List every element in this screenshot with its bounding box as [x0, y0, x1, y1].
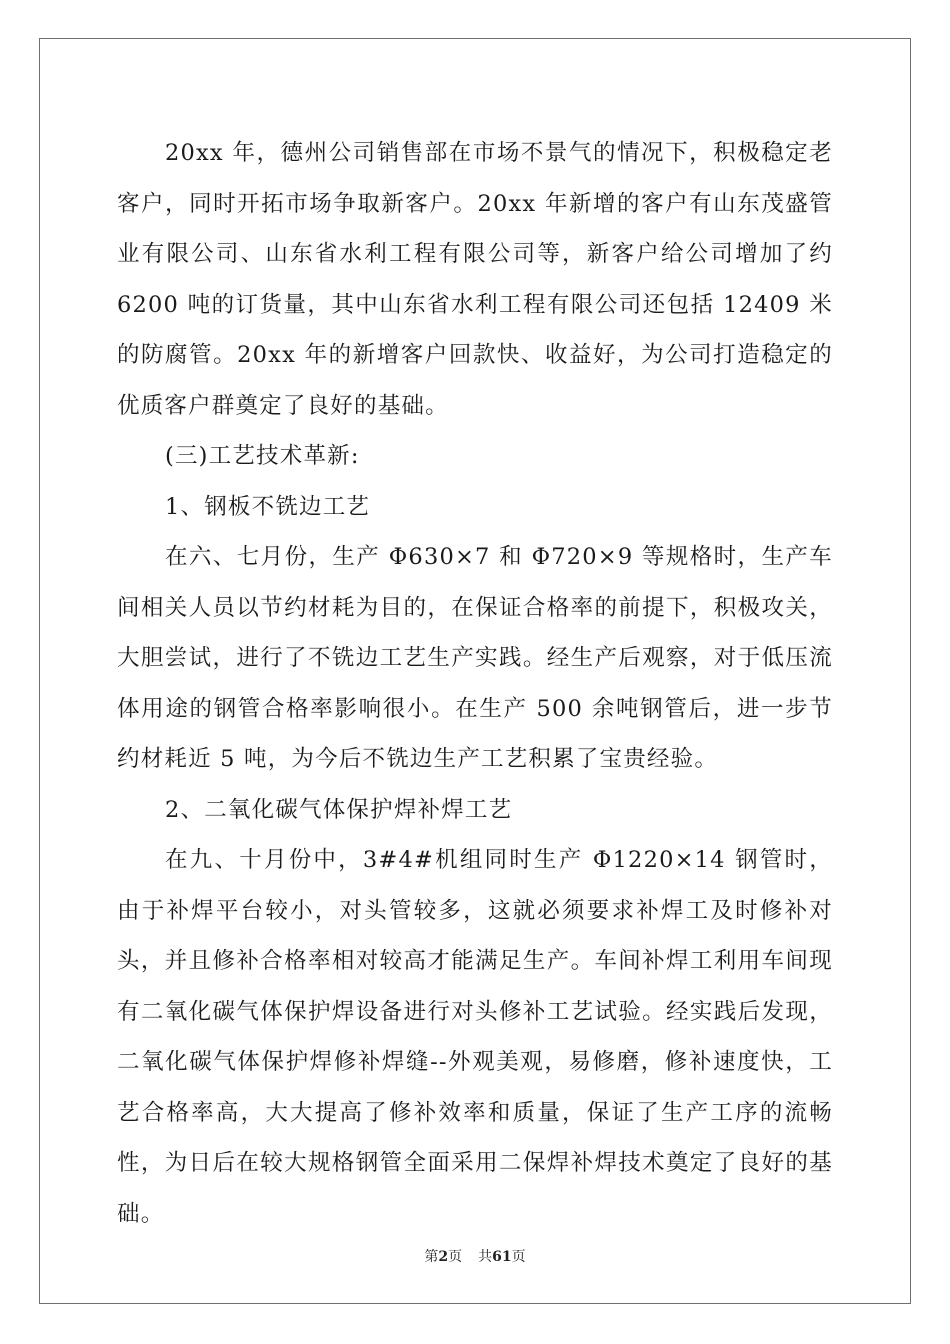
page-number: 2: [438, 1249, 449, 1265]
paragraph-no-edge-milling: 在六、七月份，生产 Φ630×7 和 Φ720×9 等规格时，生产车间相关人员以节约材耗为目的，在保证合格率的前提下，积极攻关，大胆尝试，进行了不铣边工艺生产实践。经生产后观察，对于低压流体用途的钢管合格率影响很小。在生产 500 余吨钢管后，进一步节约材耗近 5 吨，为今后不铣边生产工艺积累了宝贵经验。: [117, 544, 833, 772]
paragraph-new-customers: 20xx 年，德州公司销售部在市场不景气的情况下，积极稳定老客户，同时开拓市场争取新客户。20xx 年新增的客户有山东茂盛管业有限公司、山东省水利工程有限公司等，新客户给公司增加了约 6200 吨的订货量，其中山东省水利工程有限公司还包括 12409 米的防腐管。20xx 年的新增客户回款快、收益好，为公司打造稳定的优质客户群奠定了良好的基础。: [117, 140, 833, 419]
subheading-no-edge-milling: 1、钢板不铣边工艺: [165, 493, 371, 520]
page-prefix: 第: [424, 1249, 439, 1265]
total-suffix: 页: [511, 1249, 526, 1265]
page-suffix: 页: [448, 1249, 463, 1265]
subheading-co2-welding: 2、二氧化碳气体保护焊补焊工艺: [165, 796, 513, 823]
page-footer: [0, 1246, 950, 1266]
paragraph-co2-welding: 在九、十月份中，3#4#机组同时生产 Φ1220×14 钢管时，由于补焊平台较小，对头管较多，这就必须要求补焊工及时修补对头，并且修补合格率相对较高才能满足生产。车间补焊工利用车间现有二氧化碳气体保护焊设备进行对头修补工艺试验。经实践后发现，二氧化碳气体保护焊修补焊缝--外观美观，易修磨，修补速度快，工艺合格率高，大大提高了修补效率和质量，保证了生产工序的流畅性，为日后在较大规格钢管全面采用二保焊补焊技术奠定了良好的基础。: [117, 847, 833, 1227]
section-heading-process-innovation: (三)工艺技术革新:: [165, 443, 360, 469]
total-prefix: 共: [478, 1249, 493, 1265]
total-pages: 61: [492, 1249, 512, 1265]
document-body: [117, 128, 833, 1239]
